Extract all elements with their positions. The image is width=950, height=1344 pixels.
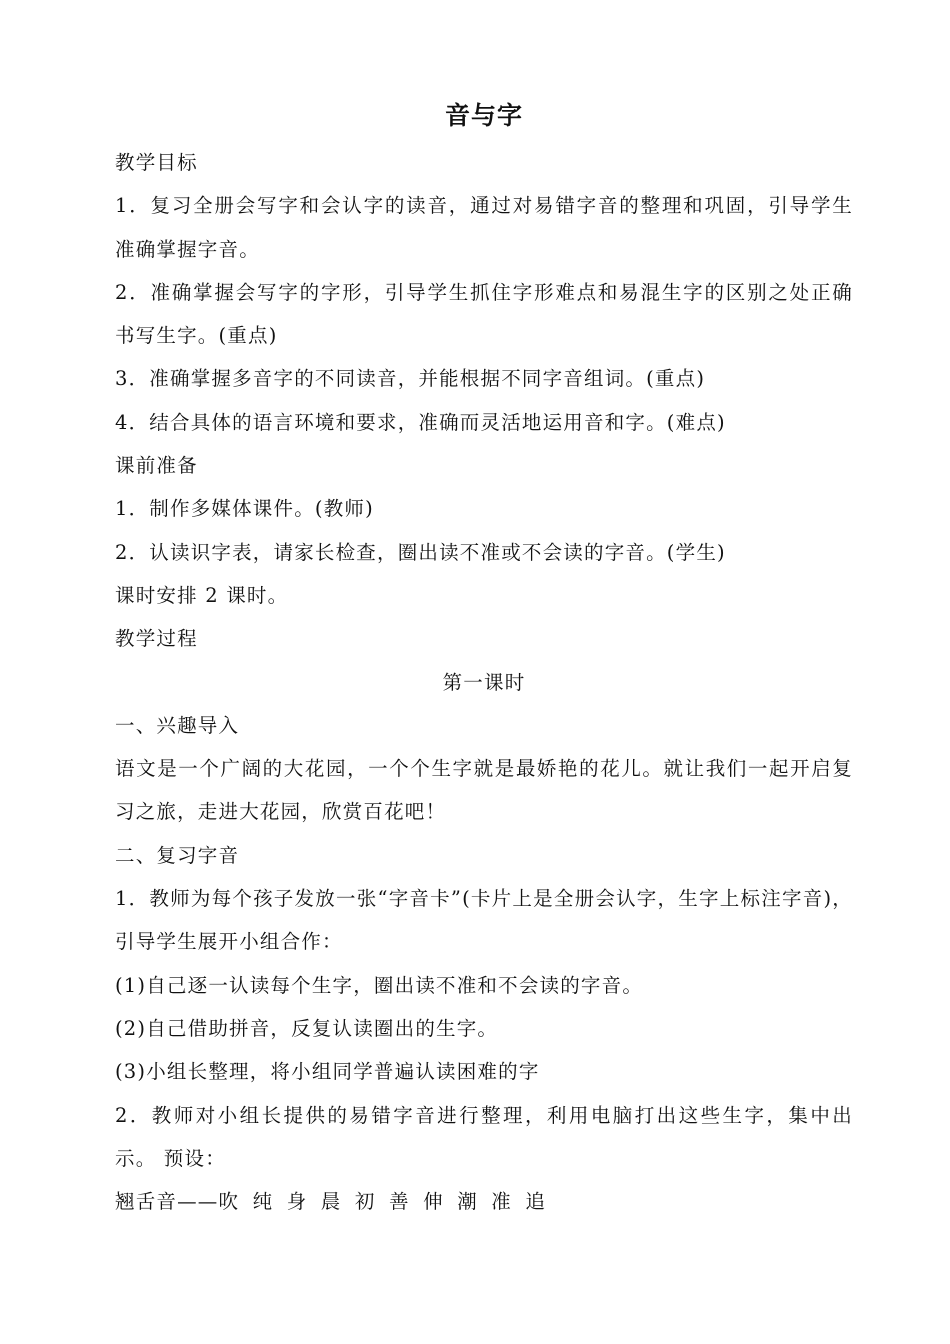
prep-item: 1．制作多媒体课件。(教师) bbox=[115, 497, 374, 521]
objective-item: 2．准确掌握会写字的字形，引导学生抓住字形难点和易混生字的区别之处正确书写生字。(重点) bbox=[115, 280, 853, 348]
part2-substep: (3)小组长整理，将小组同学普遍认读困难的字 bbox=[115, 1060, 540, 1084]
prep-heading: 课前准备 bbox=[115, 454, 198, 478]
objective-item: 4．结合具体的语言环境和要求，准确而灵活地运用音和字。(难点) bbox=[115, 410, 726, 434]
part2-step: 2．教师对小组长提供的易错字音进行整理，利用电脑打出这些生字，集中出示。 预设： bbox=[115, 1103, 853, 1170]
objectives-heading: 教学目标 bbox=[115, 151, 198, 174]
page-title: 音与字 bbox=[444, 101, 523, 130]
objective-item: 1．复习全册会写字和会认字的读音，通过对易错字音的整理和巩固，引导学生准确掌握字音。 bbox=[115, 194, 853, 261]
part2-substep: (1)自己逐一认读每个生字，圈出读不准和不会读的字音。 bbox=[115, 973, 644, 997]
document-body bbox=[115, 96, 853, 1223]
part1-text: 语文是一个广阔的大花园，一个个生字就是最娇艳的花儿。就让我们一起开启复习之旅，走进大花园，欣赏百花吧！ bbox=[115, 757, 853, 824]
objective-item: 3．准确掌握多音字的不同读音，并能根据不同字音组词。(重点) bbox=[115, 367, 706, 391]
part2-step: 1．教师为每个孩子发放一张“字音卡”(卡片上是全册会认字，生字上标注字音)，引导学生展开小组合作： bbox=[115, 887, 853, 954]
process-heading: 教学过程 bbox=[115, 627, 198, 651]
prep-item: 2．认读识字表，请家长检查，圈出读不准或不会读的字音。(学生) bbox=[115, 540, 726, 564]
schedule-text: 课时安排 2 课时。 bbox=[115, 583, 289, 607]
retroflex-line: 翘舌音——吹 纯 身 晨 初 善 伸 潮 准 追 bbox=[115, 1190, 547, 1214]
part2-substep: (2)自己借助拼音，反复认读圈出的生字。 bbox=[115, 1016, 499, 1040]
part2-heading: 二、复习字音 bbox=[115, 843, 240, 867]
lesson-heading: 第一课时 bbox=[442, 670, 526, 694]
part1-heading: 一、兴趣导入 bbox=[115, 713, 240, 737]
